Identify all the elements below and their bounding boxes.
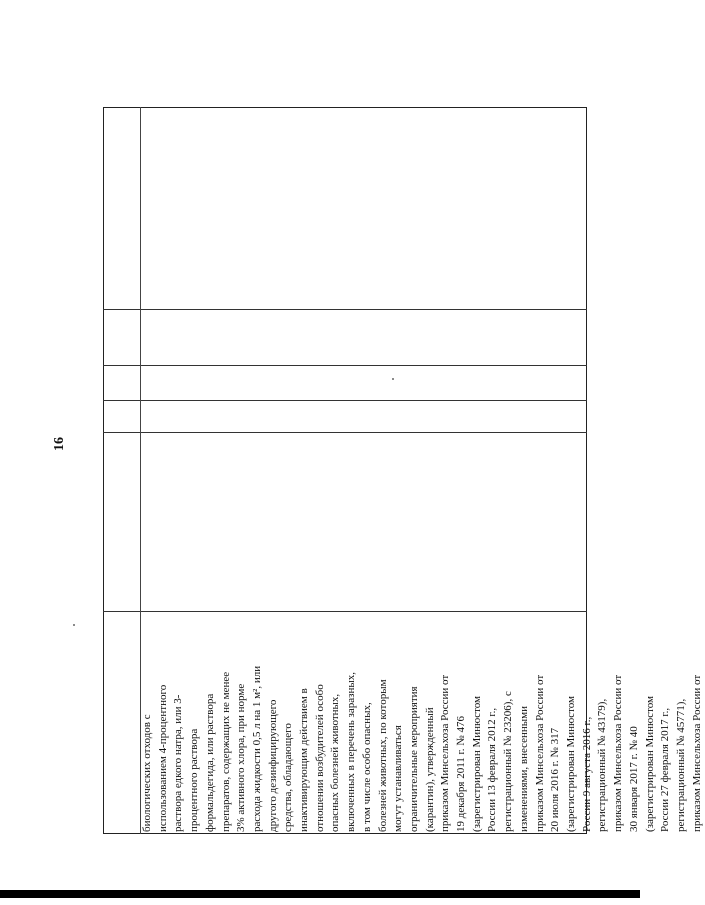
row-divider <box>103 400 587 401</box>
text-line: в том числе особо опасных, <box>360 702 373 832</box>
cell-text-block <box>140 612 703 834</box>
text-line: (зарегистрирован Минюстом <box>470 695 483 832</box>
text-line: изменениями, внесенными <box>517 705 530 832</box>
text-line: (зарегистрирован Минюстом <box>643 695 656 832</box>
text-line: регистрационный № 23206), с <box>502 691 515 832</box>
text-line: включенных в перечень заразных, <box>345 671 358 832</box>
text-line: (карантин), утвержденный <box>423 707 436 832</box>
text-line: болезней животных, по которым <box>376 679 389 832</box>
text-line: России 27 февраля 2017 г., <box>659 707 672 832</box>
text-line: России 13 февраля 2012 г., <box>486 707 499 832</box>
text-line: приказом Минсельхоза России от <box>690 674 703 832</box>
text-line: инактивирующим действием в <box>298 688 311 832</box>
scan-edge-bar <box>0 890 640 898</box>
text-line: регистрационный № 45771), <box>674 698 687 832</box>
text-line: приказом Минсельхоза России от <box>533 674 546 832</box>
text-line: регистрационный № 43179), <box>596 698 609 832</box>
text-line: могут устанавливаться <box>392 725 405 832</box>
text-line: ограничительные мероприятия <box>407 686 420 832</box>
text-line: средства, обладающего <box>282 723 295 832</box>
text-line: процентного раствора <box>188 728 201 832</box>
text-line: расхода жидкости 0,5 л на 1 м², или <box>250 665 263 832</box>
text-line: отношении возбудителей особо <box>313 684 326 832</box>
scan-speck <box>73 624 75 626</box>
text-line: другого дезинфицирующего <box>266 699 279 832</box>
text-line: 30 января 2017 г. № 40 <box>627 726 640 832</box>
text-line: (зарегистрирован Минюстом <box>564 695 577 832</box>
text-line: опасных болезней животных, <box>329 693 342 832</box>
text-line: раствора едкого натра, или 3- <box>172 694 185 832</box>
text-line: 19 декабря 2011 г. № 476 <box>455 715 468 832</box>
row-divider <box>103 365 587 366</box>
text-line: приказом Минсельхоза России от <box>612 674 625 832</box>
text-line: биологических отходов с <box>141 714 153 832</box>
text-line: 20 июля 2016 г. № 317 <box>549 727 562 832</box>
row-divider <box>103 432 587 433</box>
table-cell-description <box>140 612 703 834</box>
text-line: использованием 4-процентного <box>156 684 169 832</box>
page-number: 16 <box>52 437 67 451</box>
scan-speck <box>392 378 394 380</box>
text-line: России 9 августа 2016 г., <box>580 716 593 832</box>
text-line: 3% активного хлора, при норме <box>235 683 248 832</box>
row-divider <box>103 309 587 310</box>
text-line: препаратов, содержащих не менее <box>219 671 232 832</box>
text-line: формальдегида, или раствора <box>203 693 216 832</box>
text-line: приказом Минсельхоза России от <box>439 674 452 832</box>
